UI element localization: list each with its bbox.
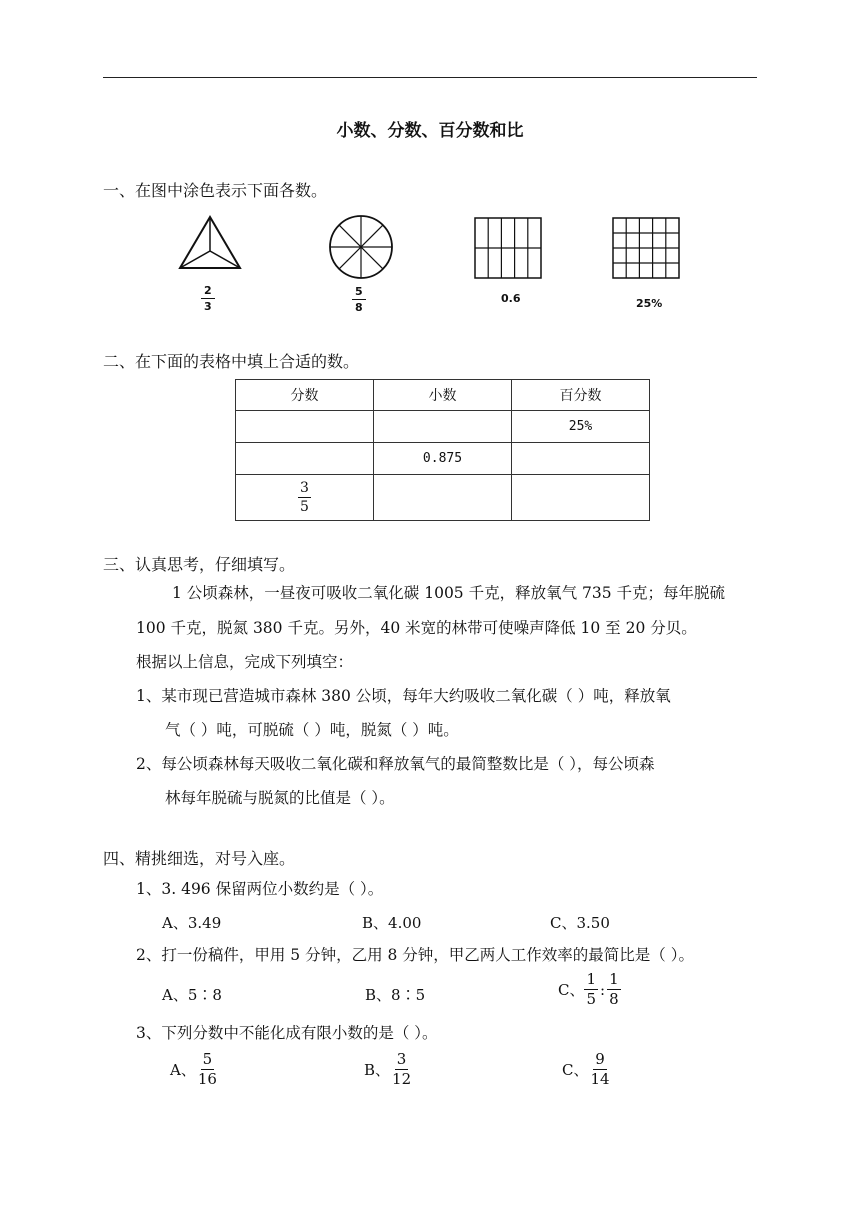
option-4-1-c[interactable]: C、3.50 [550,914,610,932]
option-4-2-b[interactable]: B、8∶5 [365,986,426,1004]
header-percent: 百分数 [512,380,650,411]
header-decimal: 小数 [374,380,512,411]
table-cell: 25% [512,411,650,443]
table-cell[interactable] [236,411,374,443]
option-4-2-a[interactable]: A、5∶8 [162,986,222,1004]
section-2-heading: 二、在下面的表格中填上合适的数。 [103,352,360,371]
table-cell[interactable] [512,443,650,475]
fraction-one-eighth: $\frac{1}{8}$ [609,970,619,1008]
circle-fraction-label: 5 8 [352,286,366,313]
question-4-3: 3、下列分数中不能化成有限小数的是（ ）。 [136,1024,438,1042]
triangle-figure [176,214,246,274]
fill-in-table [235,379,650,521]
section-1-heading: 一、在图中涂色表示下面各数。 [103,181,328,200]
fraction-value: $\frac{3}{5}$ [300,480,309,515]
question-3-1-line-1: 1、某市现已营造城市森林 380 公顷，每年大约吸收二氧化碳（ ）吨，释放氧 [136,687,671,705]
table-cell[interactable] [374,475,512,521]
triangle-fraction-label: 2 3 [201,285,215,312]
option-4-2-c[interactable]: C、 $\frac{1}{5}$ : $\frac{1}{8}$ [558,970,619,1008]
grid-2x5-label: 0.6 [501,292,521,305]
info-paragraph-line-1: 1 公顷森林，一昼夜可吸收二氧化碳 1005 千克，释放氧气 735 千克；每年脱硫 [172,584,726,602]
circle-figure [328,214,394,280]
ratio-colon: : [600,980,606,999]
top-rule [103,77,757,78]
section-4-heading: 四、精挑细选，对号入座。 [103,849,296,868]
info-intro: 根据以上信息，完成下列填空： [136,653,354,671]
header-fraction: 分数 [236,380,374,411]
fraction-one-fifth: $\frac{1}{5}$ [586,970,597,1008]
question-3-1-line-2: 气（ ）吨，可脱硫（ ）吨，脱氮（ ）吨。 [165,721,459,739]
table-cell[interactable] [374,411,512,443]
table-row [236,475,650,521]
section-3-heading: 三、认真思考，仔细填写。 [103,555,296,574]
question-3-2-line-1: 2、每公顷森林每天吸收二氧化碳和释放氧气的最简整数比是（ ），每公顷森 [136,755,655,773]
option-4-1-a[interactable]: A、3.49 [162,914,222,932]
option-4-3-b[interactable]: B、 $\frac{3}{12}$ [364,1050,412,1088]
option-4-3-a[interactable]: A、 $\frac{5}{16}$ [170,1050,217,1088]
question-4-2: 2、打一份稿件，甲用 5 分钟，乙用 8 分钟，甲乙两人工作效率的最简比是（ ）。 [136,946,694,964]
question-3-2-line-2: 林每年脱硫与脱氮的比值是（ ）。 [165,789,395,807]
grid-2x5-figure [474,217,542,279]
table-cell[interactable] [236,443,374,475]
table-cell [236,475,374,521]
table-row [236,443,650,475]
fraction-9-14: $\frac{9}{14}$ [590,1050,610,1088]
table-row [236,411,650,443]
table-cell[interactable] [512,475,650,521]
table-cell: 0.875 [374,443,512,475]
info-paragraph-line-2: 100 千克，脱氮 380 千克。另外，40 米宽的林带可使噪声降低 10 至 20 分贝。 [136,619,697,637]
grid-4x5-figure [612,217,680,279]
grid-4x5-label: 25% [636,297,663,310]
fraction-3-12: $\frac{3}{12}$ [392,1050,412,1088]
page-title: 小数、分数、百分数和比 [336,121,524,141]
option-4-1-b[interactable]: B、4.00 [362,914,422,932]
fraction-5-16: $\frac{5}{16}$ [197,1050,217,1088]
option-4-3-c[interactable]: C、 $\frac{9}{14}$ [562,1050,610,1088]
question-4-1: 1、3. 496 保留两位小数约是（ ）。 [136,880,384,898]
table-header-row [236,380,650,411]
